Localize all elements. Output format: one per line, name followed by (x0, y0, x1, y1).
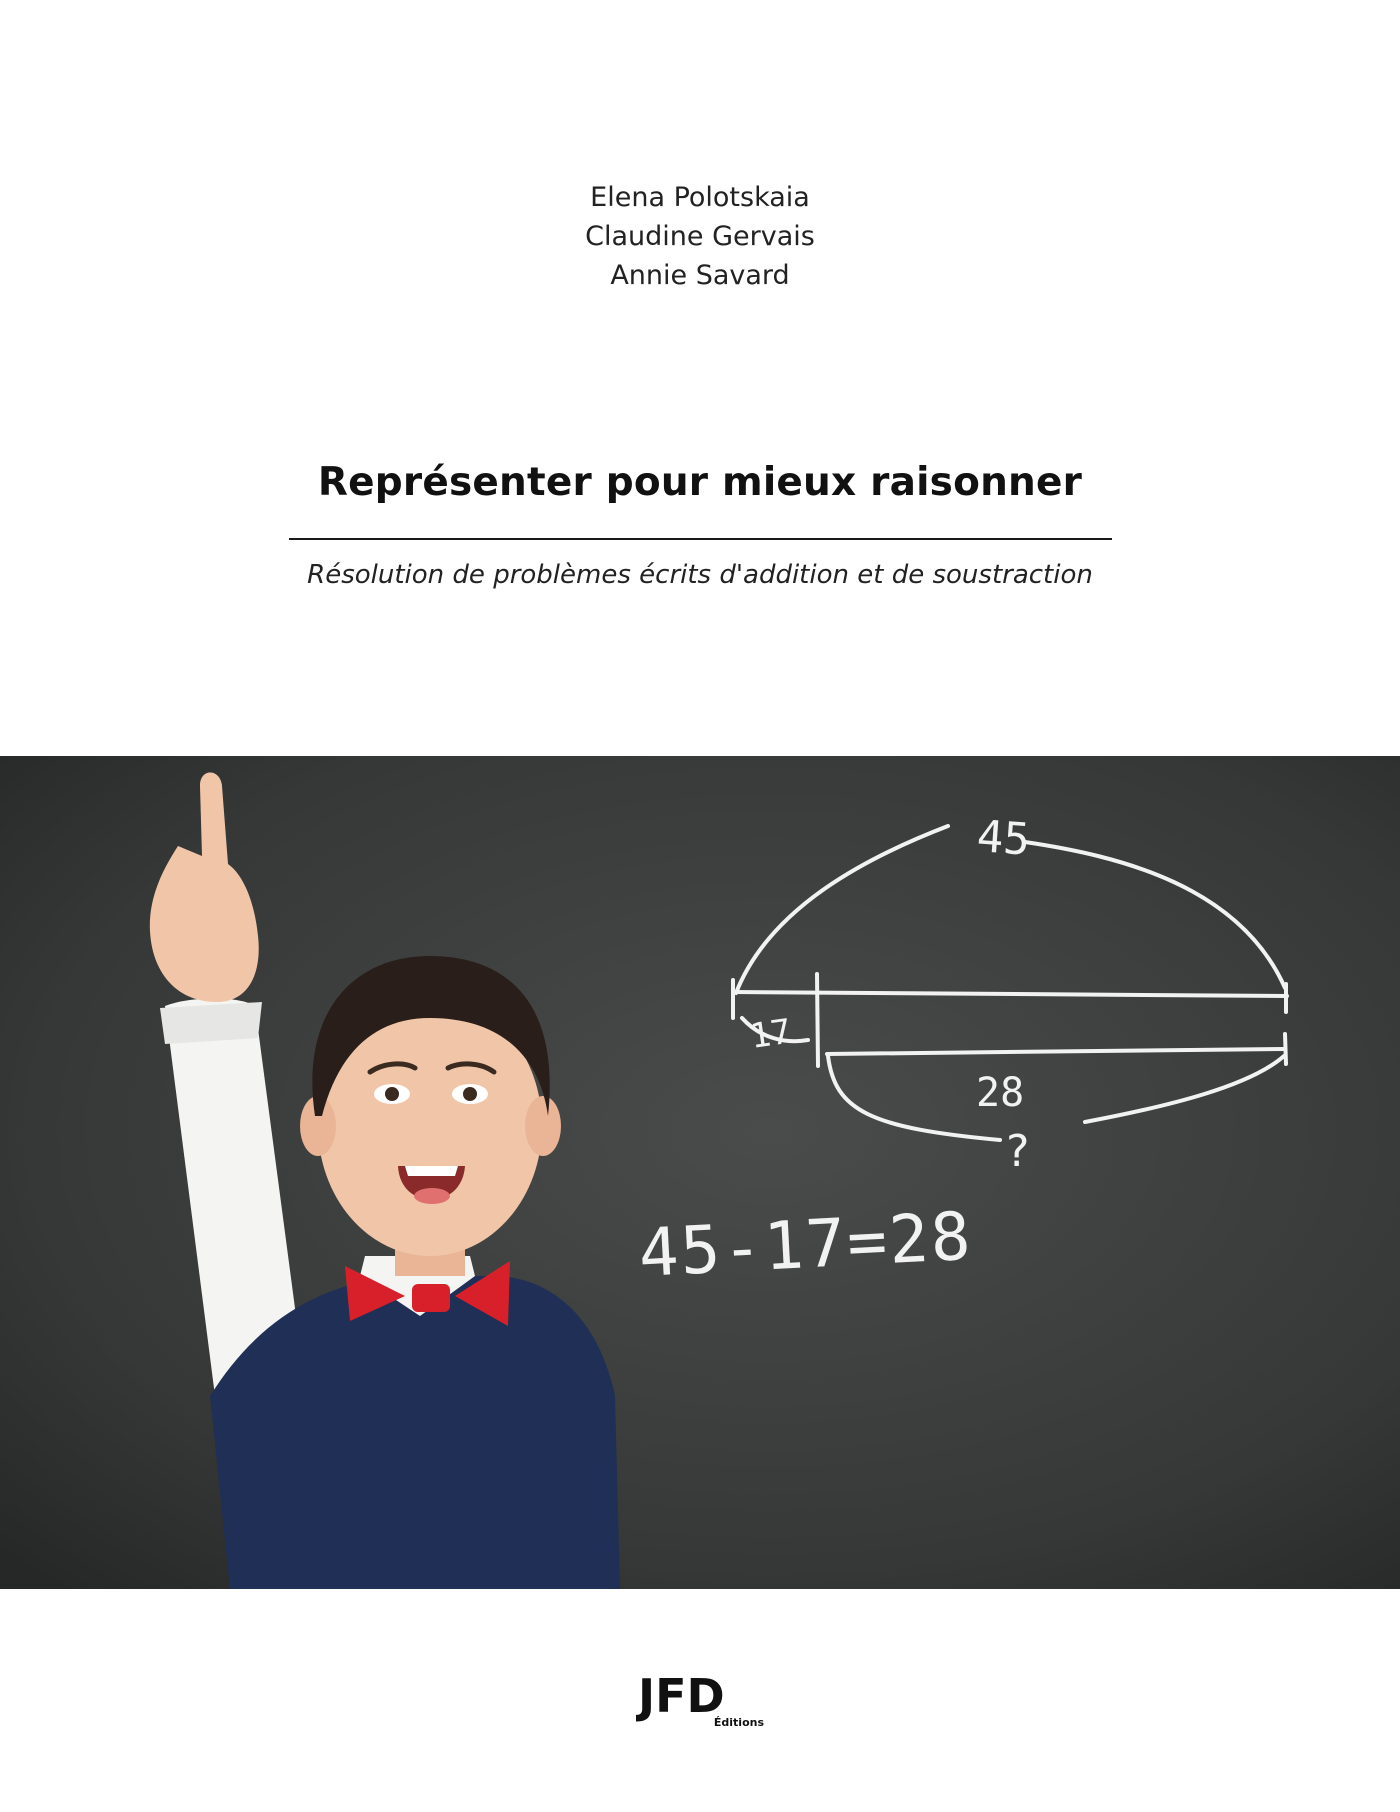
publisher-logo-text: JFD (638, 1672, 725, 1723)
chalk-label-total: 45 (975, 811, 1032, 866)
publisher-logo-subtext: Éditions (713, 1716, 764, 1728)
author-name: Annie Savard (610, 260, 790, 291)
book-subtitle: Résolution de problèmes écrits d'addition et de soustraction (307, 560, 1093, 590)
chalk-equation: 45-17=28 (636, 1197, 975, 1292)
author-name: Elena Polotskaia (590, 182, 810, 213)
title-divider (289, 538, 1112, 540)
author-list (0, 178, 1400, 295)
cover-photo (0, 756, 1400, 1589)
book-title: Représenter pour mieux raisonner (317, 460, 1083, 505)
chalk-label-unknown: ? (1004, 1126, 1031, 1177)
publisher-logo (636, 1672, 766, 1728)
chalk-label-part-other: 28 (976, 1070, 1025, 1116)
author-name: Claudine Gervais (585, 221, 815, 252)
chalk-label-part-known: 17 (747, 1011, 794, 1057)
